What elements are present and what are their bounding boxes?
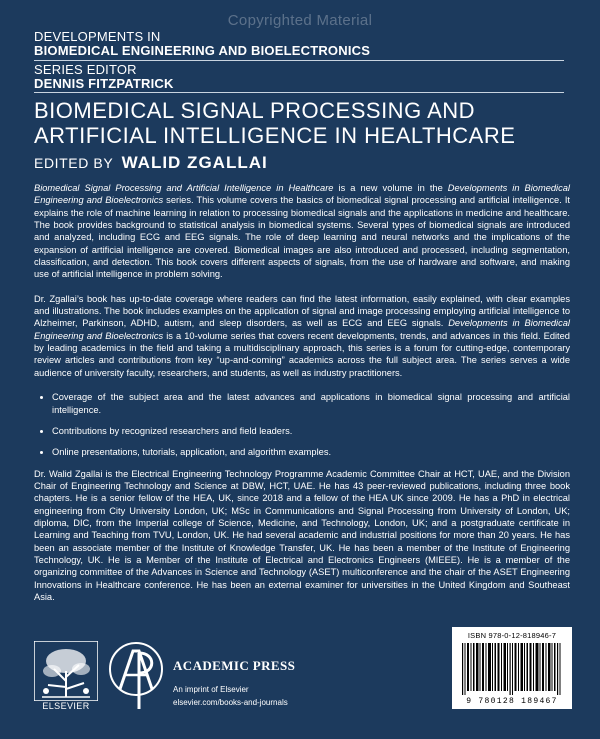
isbn-barcode <box>452 627 572 709</box>
divider <box>34 92 564 93</box>
editor-name: WALID ZGALLAI <box>121 153 268 172</box>
series-title: BIOMEDICAL ENGINEERING AND BIOELECTRONICS <box>34 43 371 58</box>
series-title-italic: Developments in Biomedical Engineering and Bioelectronics <box>34 183 570 206</box>
book-title-italic: Biomedical Signal Processing and Artificial Intelligence in Healthcare <box>34 183 334 193</box>
para2-text-rest: is a 10-volume series that covers recent developments, trends, and advances in this field. Edited by leading academics in the field and taking a multidisciplinary approach, this series is a forum for cutting-edge, contemporary review articles and contributions from key “up-and-coming” academics across the full subject area. The series serves a wide audience of university faculty, researchers, and students, as well as industry practitioners. <box>34 330 570 378</box>
academic-press-logo-icon <box>106 639 166 713</box>
para1-text: is a new volume in the <box>333 183 448 193</box>
publisher-url: elsevier.com/books-and-journals <box>173 698 288 707</box>
feature-item: • Contributions by recognized researchers and field leaders. <box>52 425 570 437</box>
para2-text: Dr. Zgallai’s book has up-to-date coverage where readers can find the latest information, easily explained, with clear examples and illustrations. The book includes examples on the application of signal and image processing employing artificial intelligence to Alzheimer, Parkinson, ADHD, autism, and sleep disorders, as well as ECG and EEG signals. <box>34 293 570 329</box>
editor-bio: Dr. Walid Zgallai is the Electrical Engineering Technology Programme Academic Committee Chair at HCT, UAE, and the Division Chair of Engineering Technology and Science at DBW, HCT, UAE. He has 43 peer-reviewed publications, including three book chapters. He is a senior fellow of the HEA, UK, since 2018 and a fellow of the HEA UK since 2009. He has a PhD in electrical engineering from City University London, UK; MSc in Communications and Signal Processing from University of London, UK; diploma, DIC, from the Imperial college of Science, Medicine, and Technology, London, UK; and a postgraduate certificate in Learning and Teaching from TVU, London, UK. He had several academic and industrial positions for more than 20 years. He has been an associate member of the Institute of Knowledge Transfer, UK. He has been a member of the Institute of Engineering Technology, UK. He is a Member of the Institute of Electrical and Electronics Engineers (MIEEE). He is a member of the organizing committee of the Advances in Science and Technology (ASET) multiconference and the chair of the ASET Engineering Innovations in Healthcare conference. He has been an external examiner for universities in the United Kingdom and Southeast Asia. <box>34 468 570 602</box>
series-title-italic: Developments in Biomedical Engineering and Bioelectronics <box>34 318 570 341</box>
para1-text-rest: series. This volume covers the basics of biomedical signal processing and artificial intelligence. It explains the role of machine learning in relation to processing biomedical signals and the applications in medicine and healthcare. The book provides background to statistical analysis in biomedical systems. Several types of biomedical signals are introduced and analyzed, including ECG and EEG signals. The role of deep learning and neural networks and the implications of the expansion of artificial intelligence are covered. Biomedical images are also introduced and processed, including segmentation, classification, and detection. This book covers different aspects of signals, from the use of hardware and software, and making use of artificial intelligence in problem solving. <box>34 195 570 280</box>
book-title-line1: BIOMEDICAL SIGNAL PROCESSING AND <box>34 98 476 123</box>
publisher-imprint: An imprint of Elsevier <box>173 685 249 694</box>
copyright-watermark: Copyrighted Material <box>227 12 373 29</box>
description <box>34 182 570 615</box>
series-editor-label: SERIES EDITOR <box>34 62 137 77</box>
series-block <box>34 30 370 58</box>
feature-item: • Online presentations, tutorials, application, and algorithm examples. <box>52 446 570 458</box>
description-paragraph-2 <box>34 293 570 379</box>
description-paragraph-1 <box>34 182 570 281</box>
barcode-digits: 9 780128 189467 <box>466 697 558 706</box>
edited-by-label: EDITED BY <box>34 155 114 171</box>
feature-item: • Coverage of the subject area and the latest advances and applications in biomedical signal processing and artificial intelligence. <box>52 391 570 416</box>
elsevier-label: ELSEVIER <box>42 701 90 711</box>
divider <box>34 60 564 61</box>
series-editor-block <box>34 63 174 91</box>
publisher-name: ACADEMIC PRESS <box>173 658 296 673</box>
book-title <box>34 98 574 148</box>
book-title-line2: ARTIFICIAL INTELLIGENCE IN HEALTHCARE <box>34 123 516 148</box>
elsevier-tree-logo-icon <box>34 641 98 701</box>
isbn-label: ISBN 978-0-12-818946-7 <box>467 631 557 640</box>
edited-by <box>34 153 268 173</box>
feature-list <box>34 391 570 458</box>
series-line1: DEVELOPMENTS IN <box>34 29 161 44</box>
series-editor-name: DENNIS FITZPATRICK <box>34 76 174 91</box>
